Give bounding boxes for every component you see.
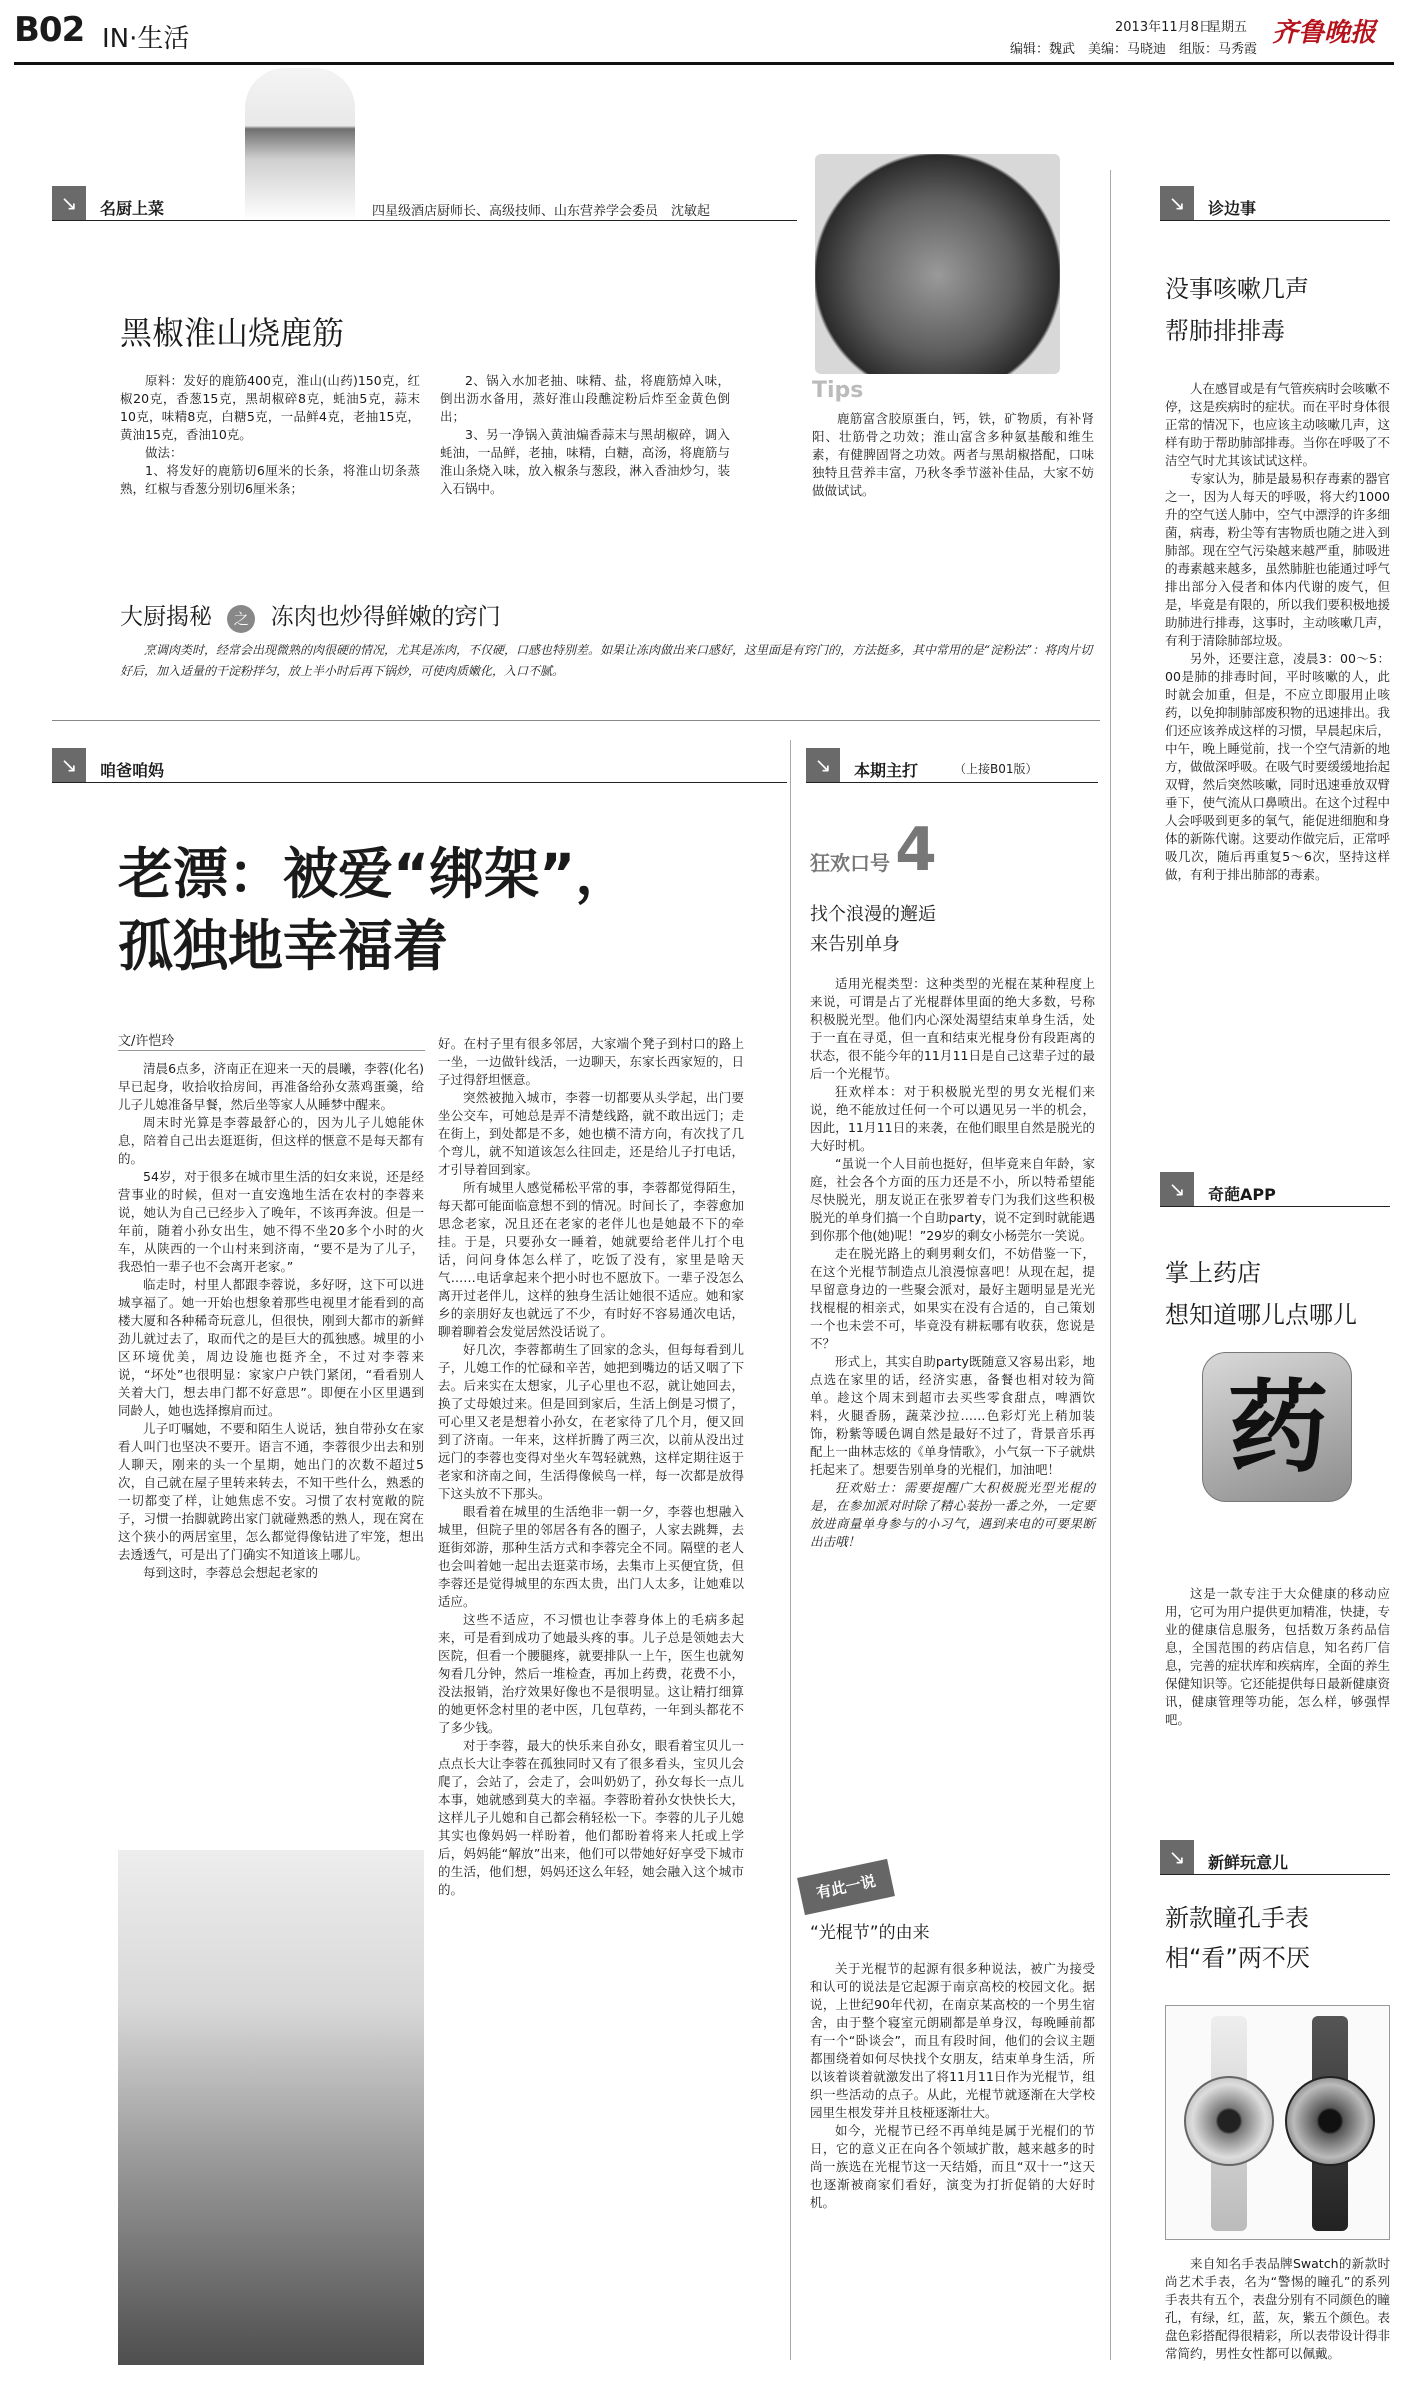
page-code: B02: [14, 10, 85, 50]
dad-column-label: 咱爸咱妈: [100, 761, 165, 780]
feature-column-note: （上接B01版）: [954, 762, 1038, 776]
article-col1: [118, 1060, 424, 1582]
page-header: [0, 0, 1409, 62]
arrow-icon: ↘: [52, 748, 86, 782]
feature-body: [810, 975, 1095, 1551]
secret-body: 烹调肉类时，经常会出现微熟的肉很硬的情况，尤其是冻肉，不仅硬，口感也特别差。如果让冻肉做出来口感好，这里面是有窍门的，方法挺多，其中常用的是“淀粉法”：将肉片切好后，加入适量的干淀粉拌匀，放上半小时后再下锅炒，可使肉质嫩化，入口不腻。: [120, 643, 1093, 678]
editor-credits: 编辑：魏武 美编：马晓迪 组版：马秀霞: [1010, 42, 1258, 57]
gadget-body: 来自知名手表品牌Swatch的新款时尚艺术手表，名为“警惕的瞳孔”的系列手表共有五个，表盘分别有不同颜色的瞳孔，有绿，红，蓝，灰，紫五个颜色。表盘色彩搭配得很精彩，所以表带设计得非常简约，男性女性都可以佩戴。: [1165, 2256, 1391, 2361]
article-col2: [438, 1035, 744, 1899]
health-title-1: 没事咳嗽几声: [1165, 275, 1309, 303]
headline-line-2: 孤独地幸福着: [118, 914, 449, 978]
feature-tip: 狂欢贴士：需要提醒广大积极脱光型光棍的是，在参加派对时除了精心装扮一番之外，一定要放进商量单身参与的小习气，遇到来电的可要果断出击哦！: [810, 1480, 1095, 1549]
app-title: [1165, 1252, 1357, 1336]
talk-title: “光棍节”的由来: [810, 1923, 930, 1943]
article-para: 这些不适应，不习惯也让李蓉身体上的毛病多起来，可是看到成功了她最头疼的事。儿子总是领她去大医院，但看一个腰腿疼，就要排队一上午，医生也就匆匆看几分钟，然后一堆检查，再加上药费，花费不小，没法报销，治疗效果好像也不是很明显。这让精打细算的她更怀念村里的老中医，几包草药，一年到头都花不了多少钱。: [438, 1612, 744, 1735]
arrow-icon: ↘: [806, 748, 840, 782]
feature-headline-2: 来告别单身: [810, 934, 900, 955]
secret-title: [120, 598, 501, 633]
feature-column-header: [806, 748, 1098, 783]
health-body: [1165, 380, 1390, 884]
article-para: 好。在村子里有很多邻居，大家端个凳子到村口的路上一坐，一边做针线活，一边聊天，东家长西家短的，日子过得舒坦惬意。: [438, 1036, 744, 1087]
chef-column-label: 名厨上菜: [100, 199, 165, 218]
dish-title: 黑椒淮山烧鹿筋: [120, 314, 345, 352]
health-column-header: [1160, 186, 1390, 221]
health-title: [1165, 268, 1309, 352]
gadget-title-2: 相“看”两不厌: [1165, 1944, 1310, 1972]
feature-column-label: 本期主打: [854, 761, 919, 780]
issue-weekday: 星期五: [1208, 20, 1248, 35]
method-label: 做法：: [145, 445, 183, 460]
watch-photo: [1165, 2005, 1390, 2240]
article-para: 周末时光算是李蓉最舒心的，因为儿子儿媳能休息，陪着自己出去逛逛街，但这样的惬意不是每天都有的。: [118, 1115, 424, 1166]
article-headline: [118, 838, 630, 982]
talk-para: 如今，光棍节已经不再单纯是属于光棍们的节日，它的意义正在向各个领域扩散，越来越多的时尚一族选在光棍节这一天结婚，而且“双十一”这天也逐渐被商家们看好，演变为打折促销的大好时机。: [810, 2123, 1095, 2210]
health-column-label: 诊边事: [1208, 199, 1257, 218]
slogan-number: 4: [895, 815, 937, 885]
tips-text: 鹿筋富含胶原蛋白，钙，铁，矿物质，有补肾阳、壮筋骨之功效；淮山富含多种氨基酸和维生素，有健脾固肾之功效。两者与黑胡椒搭配，口味独特且营养丰富，乃秋冬季节滋补佳品，大家不妨做做试试。: [812, 411, 1094, 498]
app-title-2: 想知道哪儿点哪儿: [1165, 1301, 1357, 1329]
chef-section-rule: [52, 720, 1100, 721]
pharmacy-app-icon-glyph: 药: [1228, 1369, 1328, 1486]
secret-title-a: 大厨揭秘: [120, 604, 212, 630]
headline-line-1: 老漂：被爱“绑架”，: [118, 842, 631, 906]
slogan-heading: [810, 815, 937, 885]
arrow-icon: ↘: [1160, 186, 1194, 220]
article-para: 好几次，李蓉都萌生了回家的念头，但每每看到儿子，儿媳工作的忙碌和辛苦，她把到嘴边的话又咽了下去。后来实在太想家，儿子心里也不忍，就让她回去，换了丈母娘过来。但是回到家后，生活上倒是习惯了，可心里又老是想着小孙女，在老家待了几个月，便又回到了济南。一年来，这样折腾了两三次，以前从没出过远门的李蓉也变得对坐火车驾轻就熟，这样定期往返于老家和济南之间，生活得像候鸟一样，每一次都是放得下这头放不下那头。: [438, 1342, 744, 1501]
health-title-2: 帮肺排排毒: [1165, 317, 1285, 345]
arrow-icon: ↘: [52, 186, 86, 220]
article-para: 清晨6点多，济南正在迎来一天的晨曦，李蓉(化名)早已起身，收拾收拾房间，再准备给孙女蒸鸡蛋羹，给儿子儿媳准备早餐，然后坐等家人从睡梦中醒来。: [118, 1061, 424, 1112]
health-para: 专家认为，肺是最易积存毒素的器官之一，因为人每天的呼吸，将大约1000升的空气送人肺中，空气中漂浮的许多细菌，病毒，粉尘等有害物质也随之进入到肺部。现在空气污染越来越严重，肺吸进的毒素越来越多，虽然肺脏也能通过呼气排出部分入侵者和体内代谢的废气，但是，毕竟是有限的，所以我们要积极地援助肺进行排毒，这事时，主动咳嗽几声，有利于清除肺部垃圾。: [1165, 471, 1391, 648]
feature-para: “虽说一个人目前也挺好，但毕竟来自年龄，家庭，社会各个方面的压力还是不小，所以特希望能尽快脱光，朋友说正在张罗着专门为我们这些积极脱光的单身们搞一个自助party，说不定到时就能遇到你那个他(她)呢！”29岁的剩女小杨莞尔一笑说。: [810, 1156, 1095, 1243]
feature-para: 适用光棍类型：这种类型的光棍在某种程度上来说，可谓是占了光棍群体里面的绝大多数，号称积极脱光型。他们内心深处渴望结束单身生活，处于一直在寻觅，但一直和结束光棍身份有段距离的状态，很不能今年的11月11日是自己这辈子过的最后一个光棍节。: [810, 976, 1095, 1081]
article-para: 眼看着在城里的生活绝非一朝一夕，李蓉也想融入城里，但院子里的邻居各有各的圈子，人家去跳舞，去逛街郊游，那种生活方式和李蓉完全不同。隔壁的老人也会叫着她一起出去逛菜市场，去集市上买便宜货，但李蓉还是觉得城里的东西太贵，出门人太多，让她难以适应。: [438, 1504, 744, 1609]
dish-photo: [815, 154, 1060, 374]
article-para: 每到这时，李蓉总会想起老家的: [143, 1565, 319, 1580]
article-para: 所有城里人感觉稀松平常的事，李蓉都觉得陌生，每天都可能面临意想不到的情况。时间长了，李蓉愈加思念老家，况且还在老家的老伴儿也是她最不下的牵挂。于是，只要孙女一睡着，她就要给老伴儿打个电话，问问身体怎么样了，吃饭了没有，家里是啥天气……电话拿起来个把小时也不愿放下。一辈子没怎么离开过老伴儿，这样的独身生活让她很不适应。她和家乡的亲朋好友也就远了不少，有时好不容易通次电话，聊着聊着会发觉居然没话说了。: [438, 1180, 744, 1339]
chef-text-col1: [120, 372, 420, 498]
article-para: 突然被抛入城市，李蓉一切都要从头学起，出门要坐公交车，可她总是弄不清楚线路，就不敢出远门；走在街上，到处都是不多，她也横不清方向，有次找了几个弯儿，就不知道该怎么往回走，还是给儿子打电话，才引导着回到家。: [438, 1090, 744, 1177]
secret-title-b: 之: [227, 605, 255, 633]
health-para: 人在感冒或是有气管疾病时会咳嗽不停，这是疾病时的症状。而在平时身体很正常的情况下，也应该主动咳嗽几声，这样有助于帮助肺部排毒。当你在呼吸了不洁空气时尤其该试试这样。: [1165, 381, 1391, 468]
feature-para: 狂欢样本：对于积极脱光型的男女光棍们来说，绝不能放过任何一个可以遇见另一半的机会，因此，11月11日的来袭，在他们眼里自然是脱光的大好时机。: [810, 1084, 1095, 1153]
app-body: 这是一款专注于大众健康的移动应用，它可为用户提供更加精准，快捷，专业的健康信息服务，包括数万条药品信息，全国范围的药店信息，知名药厂信息，完善的症状库和疾病库，全面的养生保健知识等。它还能提供每日最新健康资讯，健康管理等功能，怎么样，够强悍吧。: [1165, 1586, 1391, 1727]
feature-para: 形式上，其实自助party既随意又容易出彩，地点选在家里的话，经济实惠，备餐也相对较为简单。趁这个周末到超市去买些零食甜点，啤酒饮料，火腿香肠，蔬菜沙拉……色彩灯光上稍加装饰，粉紫等暖色调自然是最好不过了，背景音乐再配上一曲林志炫的《单身情歌》，小气氛一下子就烘托起来了。想要告别单身的光棍们，加油吧！: [810, 1354, 1095, 1477]
ingredients-text: 原料：发好的鹿筋400克，淮山(山药)150克，红椒20克，香葱15克，黑胡椒碎8克，蚝油5克，蒜末10克，味精8克，白糖5克，一品鲜4克，老抽15克，黄油15克，香油10克。: [120, 373, 420, 442]
arrow-icon: ↘: [1160, 1172, 1194, 1206]
step-1-text: 1、将发好的鹿筋切6厘米的长条，将淮山切条蒸熟，红椒与香葱分别切6厘米条；: [120, 463, 420, 496]
app-column-label: 奇葩APP: [1208, 1185, 1276, 1204]
right-column-divider: [1110, 170, 1111, 2360]
watch-face-right: [1285, 2076, 1375, 2166]
tips-label: Tips: [812, 378, 864, 403]
talk-body: [810, 1960, 1095, 2212]
step-3-text: 3、另一净锅入黄油煸香蒜末与黑胡椒碎，调入蚝油，一品鲜，老抽，味精，白糖，高汤，将鹿筋与淮山条烧入味，放入椒条与葱段，淋入香油炒匀，装入石锅中。: [440, 427, 730, 496]
article-para: 儿子叮嘱她，不要和陌生人说话，独自带孙女在家看人叫门也坚决不要开。语言不通，李蓉很少出去和别人聊天，刚来的头一个星期，她出门的次数不超过5次，自己就在屋子里转来转去，不知干些什么，熟悉的一切都变了样，让她焦虑不安。习惯了农村宽敞的院子，习惯一抬脚就跨出家门就碰熟悉的熟人，现在窝在这个狭小的两居室里，怎么都觉得像钻进了牢笼，想出去透透气，可是出了门确实不知道该上哪儿。: [118, 1421, 424, 1562]
header-rule: [14, 62, 1394, 65]
feature-para: 走在脱光路上的剩男剩女们，不妨借鉴一下，在这个光棍节制造点儿浪漫惊喜吧！从现在起，提早留意身边的一些聚会派对，最好主题明显是光光找棍棍的相亲式，如果实在没有合适的，自己策划一个也未尝不可，毕竟没有耕耘哪有收获，您说是不？: [810, 1246, 1095, 1351]
gadget-title: [1165, 1898, 1310, 1978]
column-divider: [790, 740, 791, 2360]
chef-column-header: [52, 186, 797, 221]
section-name: IN·生活: [102, 24, 190, 54]
article-byline: 文/许恺玲: [118, 1034, 175, 1049]
secret-title-c: 冻肉也炒得鲜嫩的窍门: [270, 604, 501, 630]
health-para: 另外，还要注意，凌晨3：00～5：00是肺的排毒时间，平时咳嗽的人，此时就会加重，但是，不应立即服用止咳药，以免抑制肺部废积物的迅速排出。我们还应该养成这样的习惯，早晨起床后，中午，晚上睡觉前，找一个空气清新的地方，做做深呼吸。在吸气时要缓缓地抬起双臂，然后突然咳嗽，同时迅速垂放双臂垂下，使气流从口鼻喷出。在这个过程中人会呼吸到更多的氧气，能促进细胞和身体的新陈代谢。这要动作做完后，正常呼吸几次，随后再重复5～6次，坚持这样做，有利于排出肺部的毒素。: [1165, 651, 1391, 882]
chef-bio: 四星级酒店厨师长、高级技师、山东营养学会委员 沈敏起: [372, 204, 711, 219]
chef-text-col2: [440, 372, 730, 498]
gadget-title-1: 新款瞳孔手表: [1165, 1904, 1309, 1932]
article-para: 对于李蓉，最大的快乐来自孙女，眼看着宝贝儿一点点长大让李蓉在孤独同时又有了很多看头，宝贝儿会爬了，会站了，会走了，会叫奶奶了，孙女每长一点儿本事，她就感到莫大的幸福。李蓉盼着孙女快快长大，这样儿子儿媳和自己都会稍轻松一下。李蓉的儿子儿媳其实也像妈妈一样盼着，他们都盼着将来人托或上学后，妈妈能“解放”出来，他们可以带她好好享受下城市的生活，他们想，妈妈还这么年轻，她会融入这个城市的。: [438, 1738, 744, 1897]
feature-headline-1: 找个浪漫的邂逅: [810, 904, 936, 925]
issue-date: 2013年11月8日: [1115, 20, 1212, 35]
app-title-1: 掌上药店: [1165, 1259, 1261, 1287]
apartment-building-photo: [118, 1850, 424, 2365]
step-2-text: 2、锅入水加老抽、味精、盐，将鹿筋焯入味，倒出沥水备用，蒸好淮山段醮淀粉后炸至金黄色倒出；: [440, 373, 730, 424]
pharmacy-app-icon: [1202, 1352, 1352, 1502]
article-para: 临走时，村里人都跟李蓉说，多好呀，这下可以进城享福了。她一开始也想象着那些电视里才能看到的高楼大厦和各种稀奇玩意儿，但很快，刚到大都市的新鲜劲儿就过去了，取而代之的是巨大的孤独感。城里的小区环境优美，周边设施也挺齐全，不过对李蓉来说，“坏处”也很明显：家家户户铁门紧闭，“看看别人关着大门，想去串门都不好意思”。即便在小区里遇到同龄人，她也选择擦肩而过。: [118, 1277, 424, 1418]
app-column-header: [1160, 1172, 1390, 1207]
feature-headline: [810, 900, 936, 960]
arrow-icon: ↘: [1160, 1840, 1194, 1874]
talk-para: 关于光棍节的起源有很多种说法，被广为接受和认可的说法是它起源于南京高校的校园文化。据说，上世纪90年代初，在南京某高校的一个男生宿舍，由于整个寝室元朗刷都是单身汉，每晚睡前都有一个“卧谈会”，而且有段时间，他们的会议主题都围绕着如何尽快找个女朋友，结束单身生活，所以该着谈着就激发出了将11月11日作为光棍节，组织一些活动的点子。从此，光棍节就逐渐在大学校园里生根发芽并且枝桠逐渐壮大。: [810, 1961, 1095, 2120]
dad-column-header: [52, 748, 787, 783]
gadget-column-label: 新鲜玩意儿: [1208, 1853, 1289, 1872]
byline-rule: [118, 1050, 425, 1051]
newspaper-logo: 齐鲁晚报: [1272, 18, 1377, 48]
gadget-column-header: [1160, 1840, 1390, 1875]
article-para: 54岁，对于很多在城市里生活的妇女来说，还是经营事业的时候，但对一直安逸地生活在农村的李蓉来说，她认为自己已经步入了晚年，不该再奔波。但是一年前，随着小孙女出生，她不得不坐20多个小时的火车，从陕西的一个山村来到济南，“要不是为了儿子，我恐怕一辈子也不会离开老家。”: [118, 1169, 424, 1274]
slogan-label: 狂欢口号: [810, 851, 890, 875]
talk-badge: 有此一说: [797, 1859, 895, 1915]
watch-face-left: [1184, 2076, 1274, 2166]
